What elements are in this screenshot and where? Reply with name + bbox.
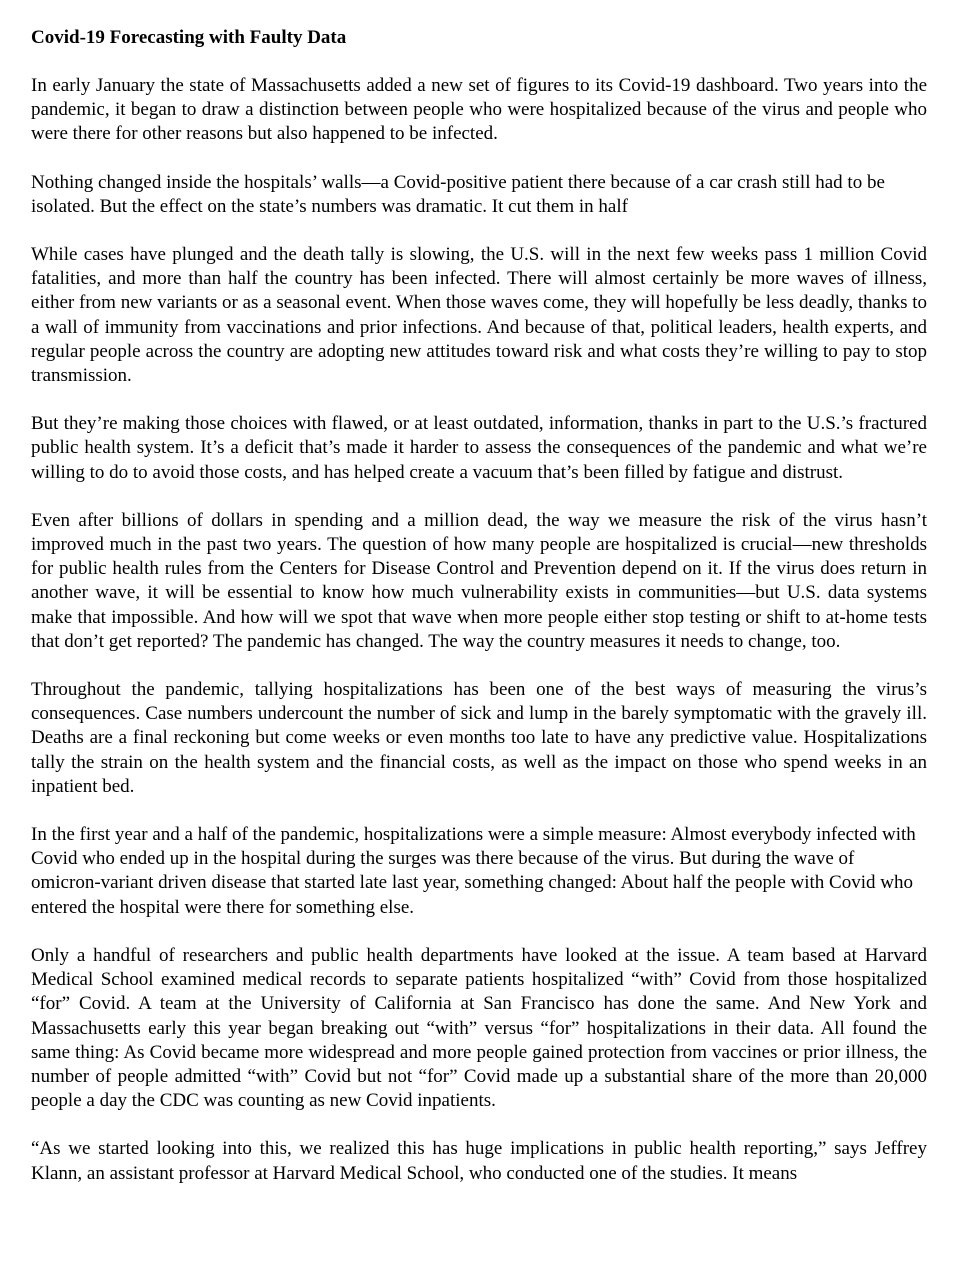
paragraph-4: But they’re making those choices with flawed, or at least outdated, information, thanks in part to the U.S.’s fractured public health system. It’s a deficit that’s made it harder to assess the consequences of the pandemic and what we’re willing to do to avoid those costs, and has helped create a vacuum that’s been filled by fatigue and distrust. xyxy=(31,413,927,483)
document-page xyxy=(31,26,927,1210)
paragraph-3: While cases have plunged and the death tally is slowing, the U.S. will in the next few weeks pass 1 million Covid fatalities, and more than half the country has been infected. There will almost certainly be more waves of illness, either from new variants or as a seasonal event. When those waves come, they will hopefully be less deadly, thanks to a wall of immunity from vaccinations and prior infections. And because of that, political leaders, health experts, and regular people across the country are adopting new attitudes toward risk and what costs they’re willing to pay to stop transmission. xyxy=(31,244,927,387)
paragraph-8: Only a handful of researchers and public health departments have looked at the issue. A team based at Harvard Medical School examined medical records to separate patients hospitalized “with” Covid from those hospitalized “for” Covid. A team at the University of California at San Francisco has done the same. And New York and Massachusetts early this year began breaking out “with” versus “for” hospitalizations in their data. All found the same thing: As Covid became more widespread and more people gained protection from vaccines or prior illness, the number of people admitted “with” Covid but not “for” Covid made up a substantial share of the more than 20,000 people a day the CDC was counting as new Covid inpatients. xyxy=(31,944,927,1112)
paragraph-5: Even after billions of dollars in spending and a million dead, the way we measure the risk of the virus hasn’t improved much in the past two years. The question of how many people are hospitalized is crucial—new thresholds for public health rules from the Centers for Disease Control and Prevention depend on it. If the virus does return in another wave, it will be essential to know how much vulnerability exists in communities—but U.S. data systems make that impossible. And how will we spot that wave when more people either stop testing or shift to at-home tests that don’t get reported? The pandemic has changed. The way the country measures it needs to change, too. xyxy=(31,509,927,652)
document-title: Covid-19 Forecasting with Faulty Data xyxy=(31,27,347,48)
paragraph-1: In early January the state of Massachusetts added a new set of figures to its Covid-19 dashboard. Two years into the pandemic, it began to draw a distinction between people who were hospitalized because of the virus and people who were there for other reasons but also happened to be infected. xyxy=(31,75,927,145)
paragraph-6: Throughout the pandemic, tallying hospitalizations has been one of the best ways of measuring the virus’s consequences. Case numbers undercount the number of sick and lump in the barely symptomatic with the gravely ill. Deaths are a final reckoning but come weeks or even months too late to have any predictive value. Hospitalizations tally the strain on the health system and the financial costs, as well as the impact on those who spend weeks in an inpatient bed. xyxy=(31,679,927,797)
paragraph-9: “As we started looking into this, we realized this has huge implications in public health reporting,” says Jeffrey Klann, an assistant professor at Harvard Medical School, who conducted one of the studies. It means xyxy=(31,1138,927,1184)
paragraph-2: Nothing changed inside the hospitals’ walls—a Covid-positive patient there because of a car crash still had to be isolated. But the effect on the state’s numbers was dramatic. It cut them in half xyxy=(31,171,885,217)
paragraph-7: In the first year and a half of the pandemic, hospitalizations were a simple measure: Almost everybody infected with Covid who ended up in the hospital during the surges was there because of the virus. But during the wave of omicron-variant driven disease that started late last year, something changed: About half the people with Covid who entered the hospital were there for something else. xyxy=(31,824,916,918)
